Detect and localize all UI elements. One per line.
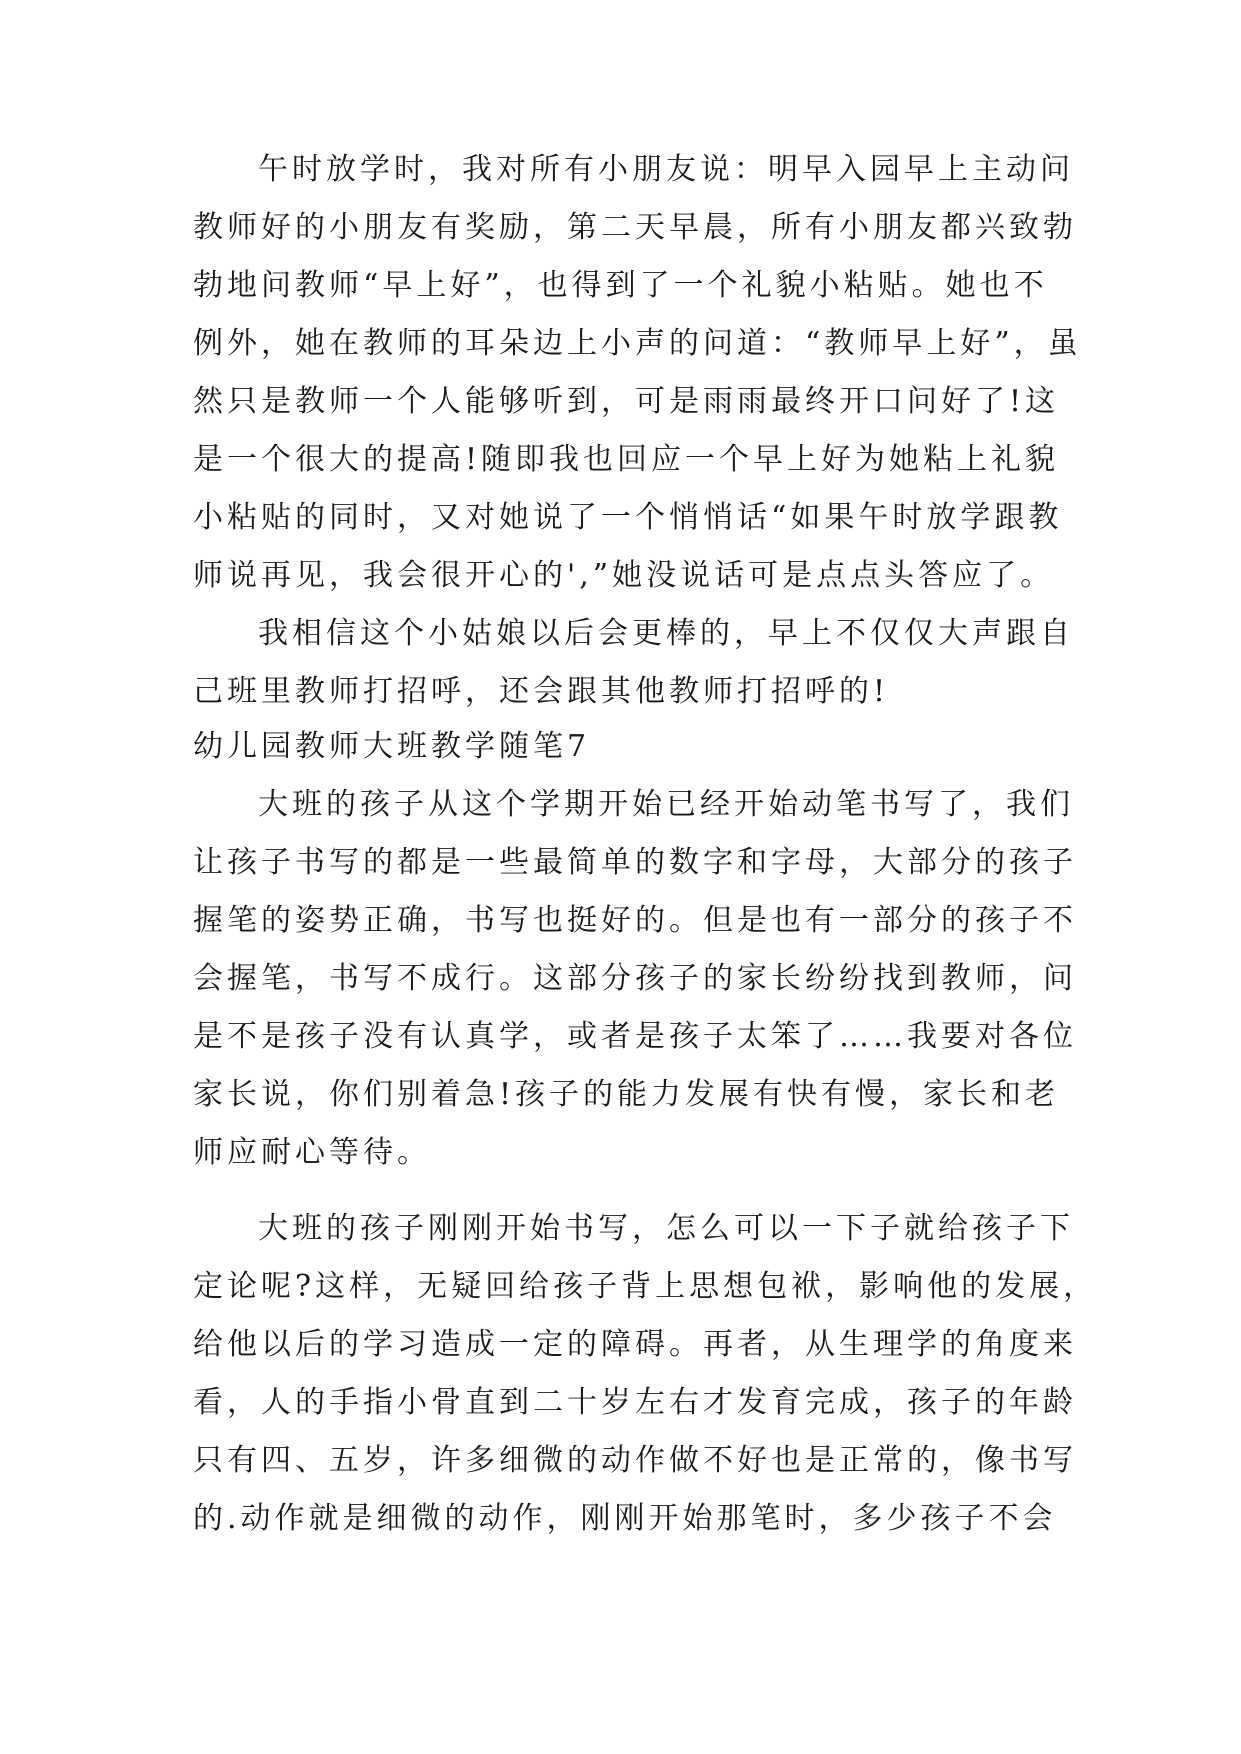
paragraph-line: 让孩子书写的都是一些最简单的数字和字母，大部分的孩子: [193, 845, 1077, 880]
paragraph-line: 握笔的姿势正确，书写也挺好的。但是也有一部分的孩子不: [193, 903, 1077, 938]
paragraph-line: 是一个很大的提高!随即我也回应一个早上好为她粘上礼貌: [193, 442, 1060, 477]
section-heading: 幼儿园教师大班教学随笔7: [193, 729, 591, 764]
paragraph-line: 大班的孩子刚刚开始书写，怎么可以一下子就给孩子下: [258, 1211, 1074, 1246]
paragraph-line: 勃地问教师“早上好”，也得到了一个礼貌小粘贴。她也不: [193, 268, 1048, 303]
paragraph-line: 看，人的手指小骨直到二十岁左右才发育完成，孩子的年龄: [193, 1385, 1077, 1420]
paragraph-line: 教师好的小朋友有奖励，第二天早晨，所有小朋友都兴致勃: [193, 210, 1077, 245]
paragraph-line: 我相信这个小姑娘以后会更棒的，早上不仅仅大声跟自: [258, 616, 1074, 651]
paragraph-line: 然只是教师一个人能够听到，可是雨雨最终开口问好了!这: [193, 384, 1060, 419]
paragraph-line: 小粘贴的同时，又对她说了一个悄悄话“如果午时放学跟教: [193, 500, 1063, 535]
paragraph-line: 是不是孩子没有认真学，或者是孩子太笨了……我要对各位: [193, 1019, 1077, 1054]
paragraph-line: 给他以后的学习造成一定的障碍。再者，从生理学的角度来: [193, 1327, 1077, 1362]
paragraph-line: 午时放学时，我对所有小朋友说：明早入园早上主动问: [258, 152, 1074, 187]
paragraph-line: 会握笔，书写不成行。这部分孩子的家长纷纷找到教师，问: [193, 961, 1077, 996]
paragraph-line: 己班里教师打招呼，还会跟其他教师打招呼的!: [193, 674, 890, 709]
paragraph-line: 只有四、五岁，许多细微的动作做不好也是正常的，像书写: [193, 1443, 1077, 1478]
paragraph-line: 家长说，你们别着急!孩子的能力发展有快有慢，家长和老: [193, 1077, 1060, 1112]
paragraph-line: 师说再见，我会很开心的',”她没说话可是点点头答应了。: [193, 558, 1055, 593]
paragraph-line: 大班的孩子从这个学期开始已经开始动笔书写了，我们: [258, 787, 1074, 822]
paragraph-line: 师应耐心等待。: [193, 1135, 431, 1170]
paragraph-line: 的.动作就是细微的动作，刚刚开始那笔时，多少孩子不会: [193, 1501, 1057, 1536]
paragraph-line: 例外，她在教师的耳朵边上小声的问道：“教师早上好”，虽: [193, 326, 1082, 361]
paragraph-line: 定论呢?这样，无疑回给孩子背上思想包袱，影响他的发展，: [193, 1269, 1098, 1304]
